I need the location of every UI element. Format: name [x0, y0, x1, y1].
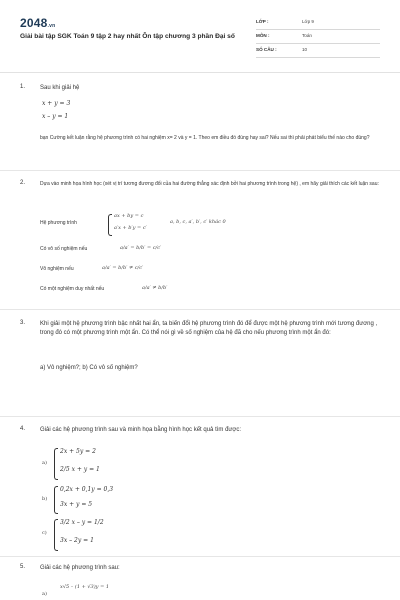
- question-body: Giải các hệ phương trình sau:: [40, 565, 120, 571]
- brace: [108, 214, 112, 236]
- equation: x – y = 1: [42, 113, 69, 120]
- equation: 3x + y = 5: [60, 501, 93, 508]
- meta-row-subject: [256, 30, 380, 44]
- question-intro: Sau khi giải hệ: [40, 85, 80, 91]
- question-divider: [0, 309, 400, 310]
- question-intro: Dựa vào minh họa hình học (xét vị trí tương đương đối của hai đường thẳng xác định bởi hai phương trình trong hệ) , em hãy giải thích các kết luận sau:: [40, 181, 379, 187]
- question-number: 4.: [20, 426, 26, 432]
- meta-table: [256, 16, 380, 58]
- meta-value: Lớp 9: [302, 19, 314, 24]
- equation: a′x + b′y = c′: [114, 225, 147, 231]
- question-divider: [0, 416, 400, 417]
- question-number: 2.: [20, 180, 26, 186]
- equation: ax + by = c: [114, 213, 144, 219]
- question-body: Khi giải một hệ phương trình bậc nhất hai ẩn, ta biến đổi hệ phương trình đó để được một hệ phương trình mới tương đương , trong đó có một phương trình một ẩn. Có thể nói gì về số nghiệm của hệ đã cho nếu phương trình một ẩn đó:: [40, 321, 378, 336]
- site-logo[interactable]: [20, 16, 55, 30]
- equation: 3x – 2y = 1: [60, 537, 94, 544]
- equation: 2x + 5y = 2: [60, 448, 96, 455]
- equation: 3/2 x – y = 1/2: [60, 519, 104, 526]
- equation: 2/5 x + y = 1: [60, 466, 100, 473]
- equation: 0,2x + 0,1y = 0,3: [60, 486, 114, 493]
- meta-row-class: [256, 16, 380, 30]
- meta-label: MÔN :: [256, 33, 270, 38]
- part-label: b): [42, 496, 48, 502]
- question-divider: [0, 556, 400, 557]
- condition-label: Có vô số nghiệm nếu: [40, 246, 88, 252]
- question-5: [20, 564, 382, 600]
- condition-label: Có một nghiệm duy nhất nếu: [40, 286, 105, 292]
- meta-value: Toán: [302, 33, 312, 38]
- condition-label: Vô nghiệm nếu: [40, 266, 74, 272]
- meta-row-count: [256, 44, 380, 58]
- logo-suffix: .vn: [47, 23, 56, 29]
- question-4: [20, 426, 382, 556]
- question-number: 3.: [20, 320, 26, 326]
- question-divider: [0, 170, 400, 171]
- header-divider: [0, 72, 400, 73]
- page-title: Giải bài tập SGK Toán 9 tập 2 hay nhất Ôn tập chương 3 phần Đại số: [20, 33, 235, 40]
- question-number: 5.: [20, 564, 26, 570]
- question-2: [20, 180, 382, 300]
- brace: [54, 448, 58, 480]
- part-label: a): [42, 591, 47, 597]
- condition-math: a/a′ = b/b′ ≠ c/c′: [102, 265, 144, 271]
- equation: x√5 – (1 + √3)y = 1: [60, 584, 110, 590]
- meta-value: 10: [302, 47, 308, 52]
- equation: x + y = 3: [42, 100, 71, 107]
- system-note: a, b, c, a′, b′, c′ khác 0: [170, 219, 226, 225]
- question-body: bạn Cường kết luận rằng hệ phương trình có hai nghiệm x= 2 và y = 1. Theo em điều đó đúng hay sai? Nếu sai thì phải phát biểu thế nào cho đúng?: [40, 135, 370, 141]
- meta-label: SỐ CÂU :: [256, 47, 277, 52]
- meta-label: LỚP :: [256, 19, 269, 24]
- question-3: [20, 320, 382, 380]
- part-label: a): [42, 460, 47, 466]
- condition-math: a/a′ ≠ b/b′: [142, 285, 168, 291]
- question-1: [20, 84, 382, 164]
- question-options: a) Vô nghiệm?; b) Có vô số nghiệm?: [40, 365, 138, 371]
- question-body: Giải các hệ phương trình sau và minh họa bằng hình học kết quả tìm được:: [40, 427, 242, 433]
- logo-text: 2048: [20, 16, 48, 30]
- brace: [54, 519, 58, 551]
- brace: [54, 486, 58, 514]
- question-number: 1.: [20, 84, 26, 90]
- part-label: c): [42, 530, 47, 536]
- header: [20, 14, 380, 74]
- condition-math: a/a′ = b/b′ = c/c′: [120, 245, 162, 251]
- system-label: Hệ phương trình: [40, 220, 77, 226]
